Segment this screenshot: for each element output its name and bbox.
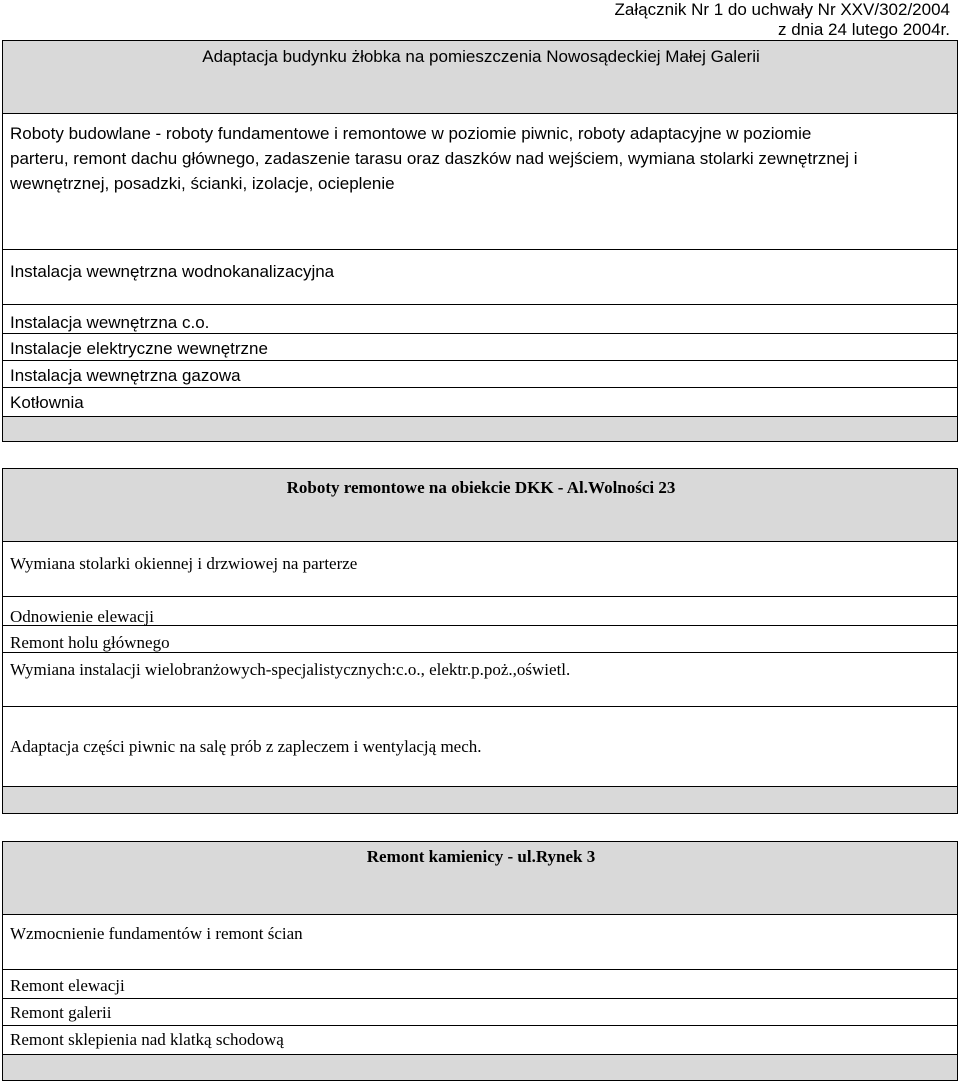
section1-co-label: Instalacja wewnętrzna c.o.: [10, 313, 210, 332]
section1-title: Adaptacja budynku żłobka na pomieszczenia Nowosądeckiej Małej Galerii: [202, 47, 760, 66]
section3-elewacja-row: [2, 969, 958, 999]
section3-sklepienie-row: [2, 1025, 958, 1055]
section3-elewacja-label: Remont elewacji: [10, 976, 125, 995]
attachment-header-line2: z dnia 24 lutego 2004r.: [777, 20, 950, 39]
section3-summary-row: [2, 1054, 958, 1081]
section1-description-line1: Roboty budowlane - roboty fundamentowe i remontowe w poziomie piwnic, roboty adaptacyjne w poziomie: [10, 124, 812, 143]
section2-instalacje-label: Wymiana instalacji wielobranżowych-specjalistycznych:c.o., elektr.p.poż.,oświetl.: [10, 660, 571, 679]
section2-title-row: [2, 468, 958, 542]
section1-kotlownia-row: [2, 387, 958, 417]
section2-elewacja-label: Odnowienie elewacji: [10, 607, 154, 626]
section2-piwnice-label: Adaptacja części piwnic na salę prób z zapleczem i wentylacją mech.: [10, 737, 482, 756]
section2-instalacje-row: [2, 652, 958, 707]
section3-sklepienie-label: Remont sklepienia nad klatką schodową: [10, 1030, 284, 1049]
section1-gaz-row: [2, 360, 958, 388]
section3-title: Remont kamienicy - ul.Rynek 3: [366, 847, 596, 866]
section1-gaz-label: Instalacja wewnętrzna gazowa: [10, 366, 241, 385]
section2-stolarka-label: Wymiana stolarki okiennej i drzwiowej na parterze: [10, 554, 358, 573]
section3-galeria-row: [2, 998, 958, 1026]
section1-kotlownia-label: Kotłownia: [10, 393, 84, 412]
section2-title: Roboty remontowe na obiekcie DKK - Al.Wolności 23: [286, 478, 676, 497]
section1-title-row: [2, 40, 958, 114]
section3-title-row: [2, 841, 958, 915]
section1-wodkan-label: Instalacja wewnętrzna wodnokanalizacyjna: [10, 262, 335, 281]
attachment-header-line1: Załącznik Nr 1 do uchwały Nr XXV/302/2004: [614, 0, 950, 19]
section2-hol-label: Remont holu głównego: [10, 633, 170, 652]
section1-description-line3: wewnętrznej, posadzki, ścianki, izolacje, ocieplenie: [10, 174, 395, 193]
section2-elewacja-row: [2, 596, 958, 626]
section2-summary-row: [2, 786, 958, 814]
section1-wodkan-row: [2, 249, 958, 305]
attachment-header: [615, 0, 950, 40]
section1-co-row: [2, 304, 958, 334]
section1-elektr-label: Instalacje elektryczne wewnętrzne: [10, 339, 268, 358]
section1-description-line2: parteru, remont dachu głównego, zadaszenie tarasu oraz daszków nad wejściem, wymiana stolarki zewnętrznej i: [10, 149, 858, 168]
section3-galeria-label: Remont galerii: [10, 1003, 112, 1022]
section2-stolarka-row: [2, 541, 958, 597]
section1-description-row: [2, 113, 958, 250]
section1-elektr-row: [2, 333, 958, 361]
section3-fundamenty-label: Wzmocnienie fundamentów i remont ścian: [10, 924, 303, 943]
section2-piwnice-row: [2, 706, 958, 787]
section2-hol-row: [2, 625, 958, 653]
section3-fundamenty-row: [2, 914, 958, 970]
section1-summary-row: [2, 416, 958, 442]
